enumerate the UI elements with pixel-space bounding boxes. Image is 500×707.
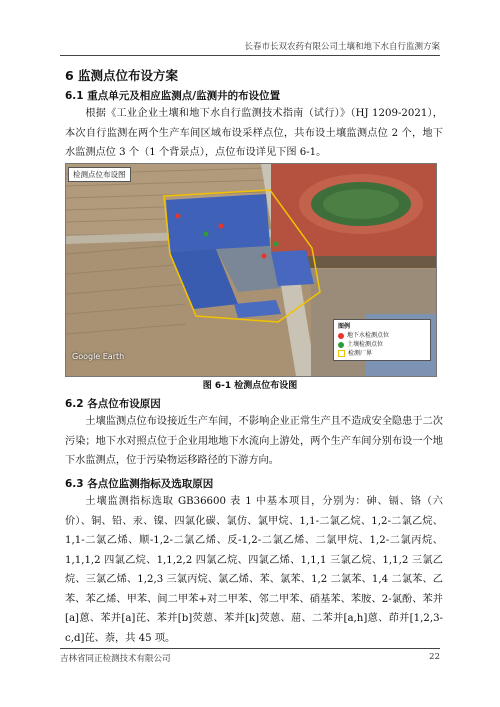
google-earth-watermark: Google Earth [72,352,125,361]
legend-title: 图例 [338,323,351,330]
page-header [60,40,440,56]
soil-marker-icon [338,342,344,348]
subsection-title-6-2: 6.2 各点位布设原因 [65,398,161,410]
subsection-title-6-3: 6.3 各点位监测指标及选取原因 [65,478,214,490]
boundary-line-icon [338,350,345,357]
legend-label: 土壤检测点位 [347,341,384,348]
groundwater-marker-icon [338,333,344,339]
page-footer [60,648,440,664]
legend-item [338,340,426,349]
subsection-title-6-1: 6.1 重点单元及相应监测点/监测井的布设位置 [65,90,281,102]
section-title: 6 监测点位布设方案 [65,68,179,83]
paragraph-6-3: 土壤监测指标选取 GB36600 表 1 中基本项目，分别为：砷、镉、铬（六价）、铜、铅、汞、镍、四氯化碳、氯仿、氯甲烷、1,1-二氯乙烷、1,2-二氯乙烷、1,1-二氯乙烯、顺-1,2-二氯乙烯、反-1,2-二氯乙烯、二氯甲烷、1,2-二氯丙烷、1,1,1,2 四氯乙烷、1,1,2,2 四氯乙烷、四氯乙烯、1,1,1 三氯乙烷、1,1,2 三氯乙烷、三氯乙烯、1,2,3 三氯丙烷、氯乙烯、苯、氯苯、1,2 二氯苯、1,4 二氯苯、乙苯、苯乙烯、甲苯、间二甲苯+对二甲苯、邻二甲苯、硝基苯、苯胺、2-氯酚、苯并[a]蒽、苯并[a]芘、苯并[b]荧蒽、苯并[k]荧蒽、䓛、二苯并[a,h]蒽、茚并[1,2,3-c,d]芘、萘，共 45 项。 [65,496,443,644]
legend-label: 地下水检测点位 [347,332,390,339]
page-number: 22 [429,652,440,662]
legend-item [338,349,426,358]
footer-company: 吉林省同正检测技术有限公司 [60,654,171,664]
figure-caption: 图 6-1 检测点位布设图 [202,381,298,391]
paragraph-6-1: 根据《工业企业土壤和地下水自行监测技术指南（试行）》（HJ 1209-2021），本次自行监测在两个生产车间区域布设采样点位，共布设土壤监测点位 2 个，地下水监测点位 3 个（1 个背景点），点位布设详见下图 6-1。 [65,108,443,158]
header-title: 长春市长双农药有限公司土壤和地下水自行监测方案 [244,42,440,52]
paragraph-6-2: 土壤监测点位布设接近生产车间，不影响企业正常生产且不造成安全隐患于二次污染；地下水对照点位于企业用地地下水流向上游处，两个生产车间分别布设一个地下水监测点，位于污染物运移路径的下游方向。 [65,416,443,466]
map-legend [333,319,431,361]
legend-item [338,331,426,340]
legend-label: 检测厂界 [348,350,373,357]
map-title-box: 检测点位布设图 [68,167,131,182]
